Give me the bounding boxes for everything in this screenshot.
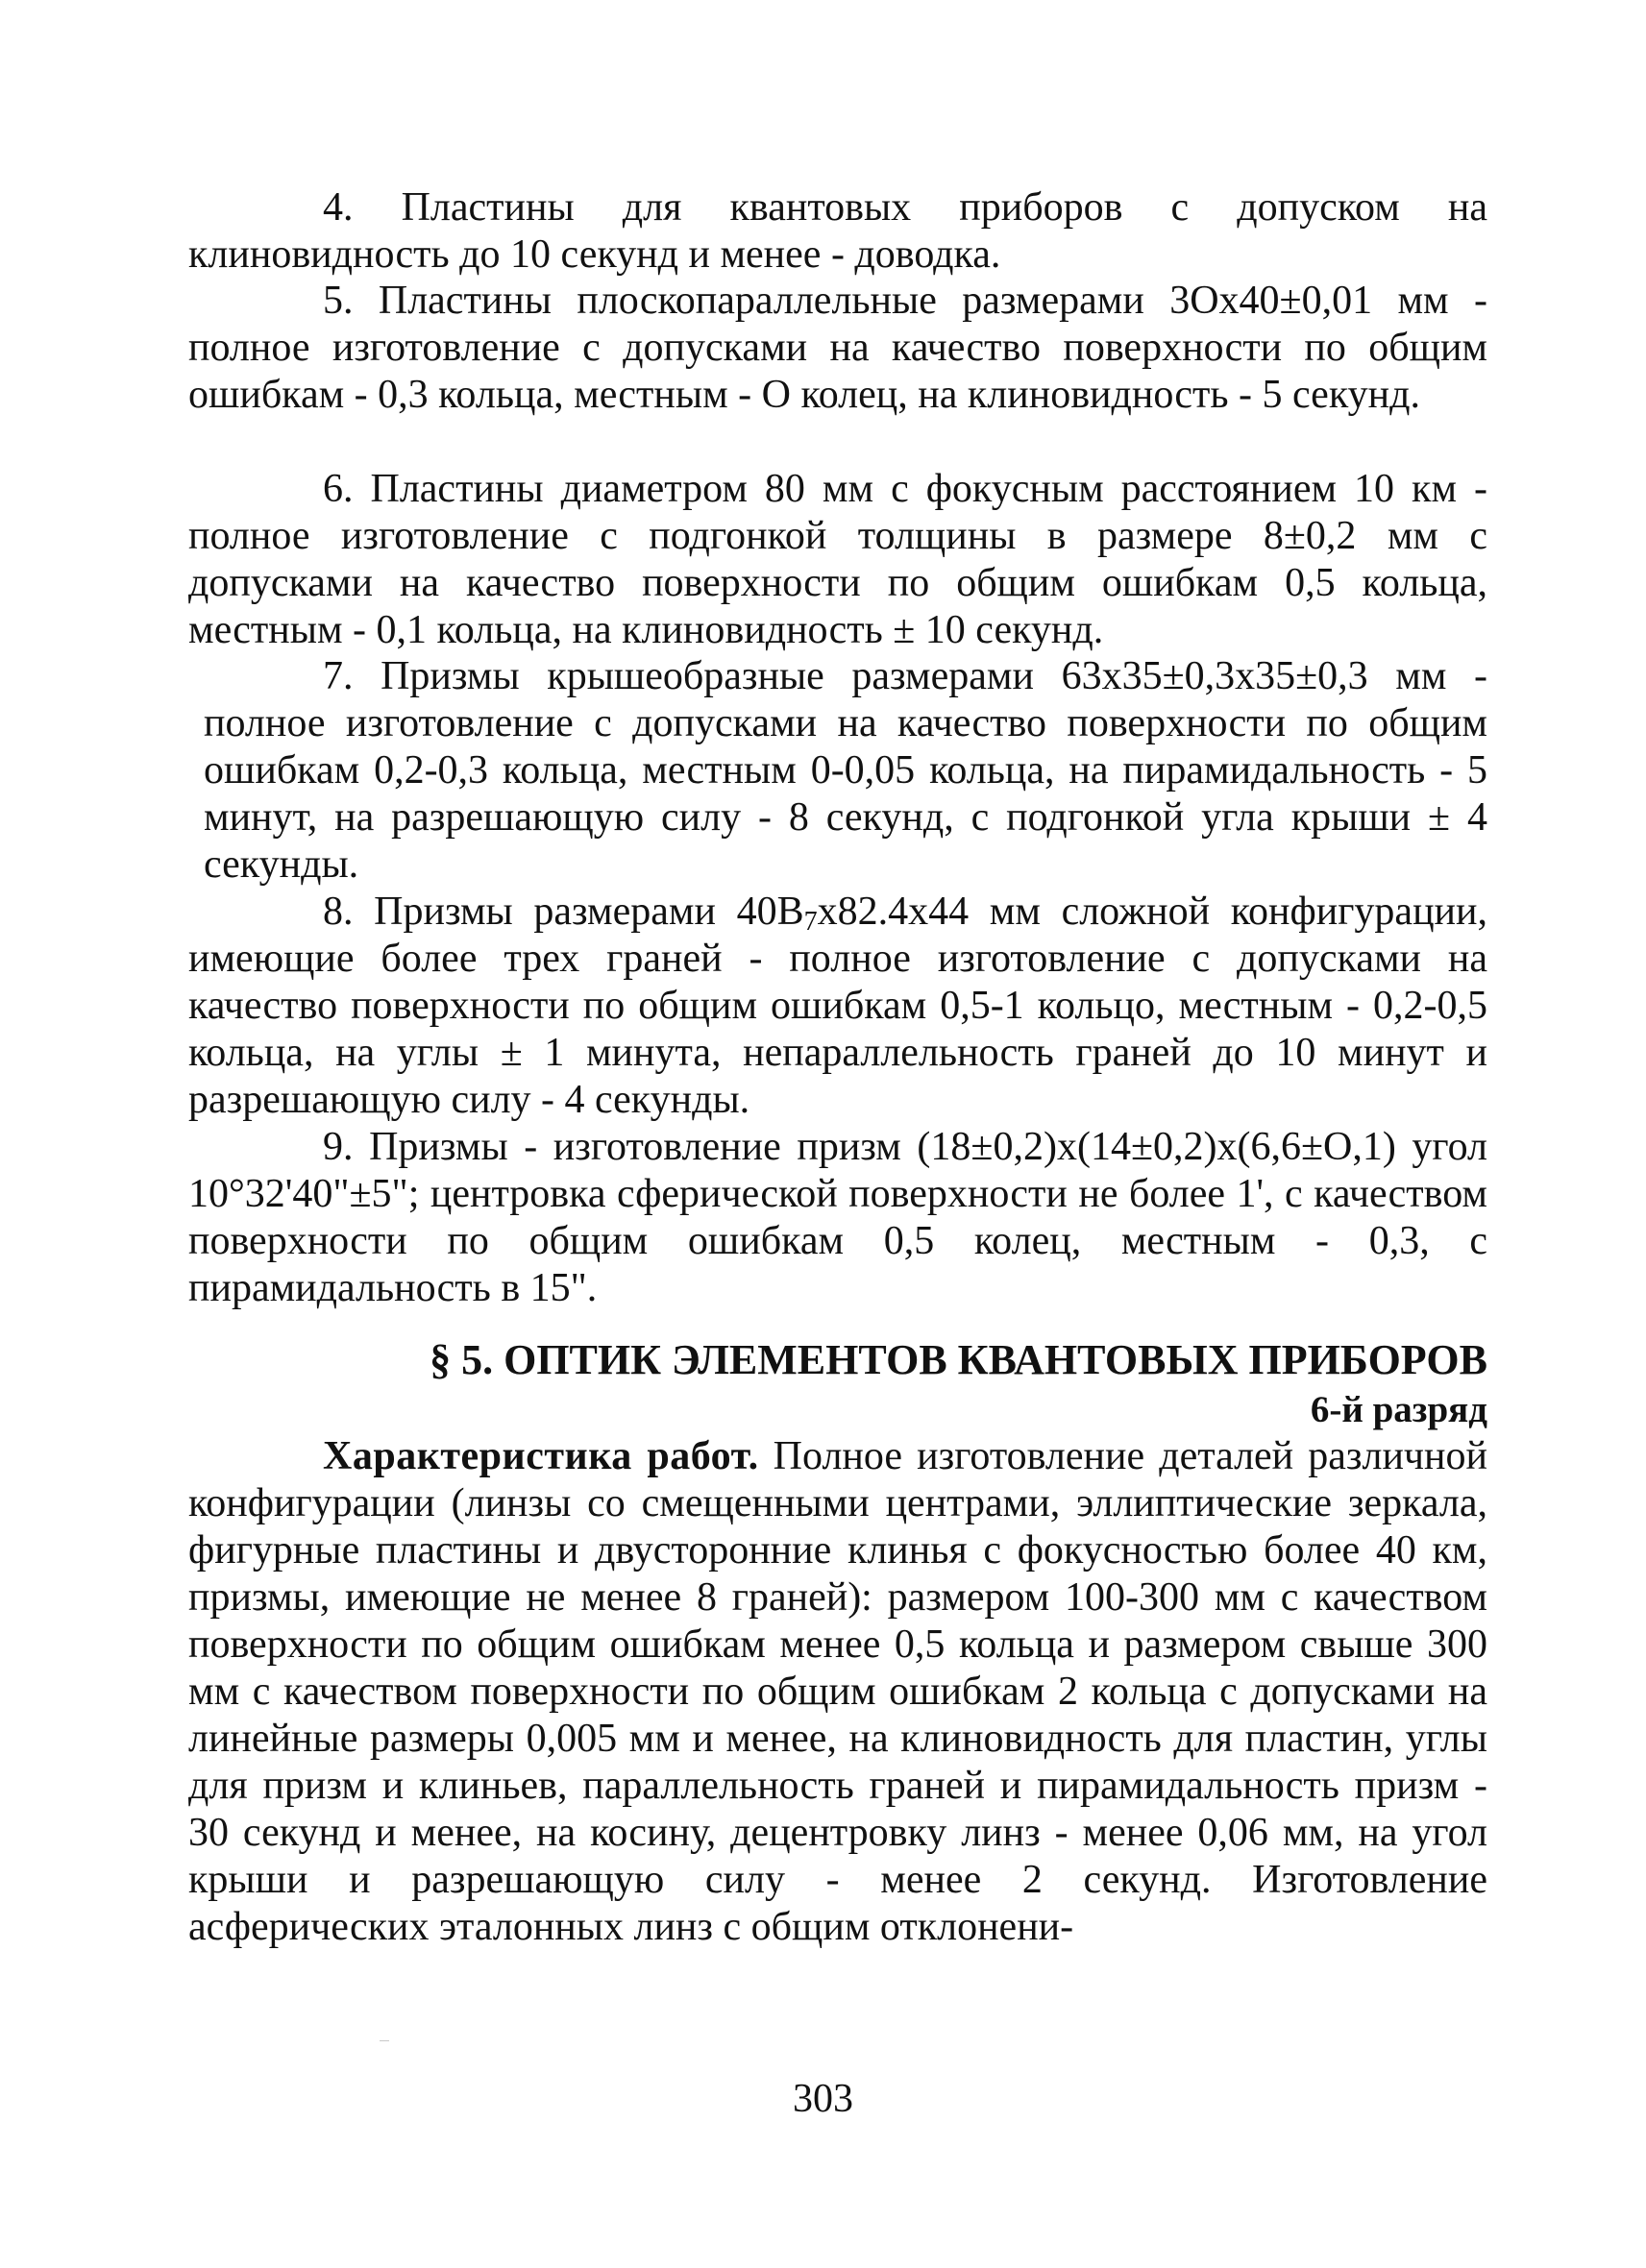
work-characteristics-lead: Характеристика работ. xyxy=(323,1434,759,1478)
list-item-8-end: х82.4х44 мм сложной конфигурации, имеющие более трех граней - полное изготовление с допусками на качество поверхности по общим ошибкам 0,5-1 кольцо, местным - 0,2-0,5 кольца, на углы ± 1 минута, непараллельность граней до 10 минут и разрешающую силу - 4 секунды. xyxy=(188,890,1487,1122)
list-item-4: 4. Пластины для квантовых приборов с допуском на клиновидность до 10 секунд и менее - доводка. xyxy=(188,185,1487,277)
list-item-8 xyxy=(188,889,1487,1124)
list-item-8-start: 8. Призмы размерами 40В xyxy=(323,890,804,934)
list-item-9: 9. Призмы - изготовление призм (18±0,2)х(14±0,2)х(6,6±О,1) угол 10°32'40"±5"; центровка сферической поверхности не более 1', с качеством поверхности по общим ошибкам 0,5 колец, местным - 0,3, с пирамидальность в 15". xyxy=(188,1125,1487,1310)
grade-label: 6-й разряд xyxy=(1310,1389,1487,1430)
list-item-8-subscript: 7 xyxy=(803,907,818,937)
section-heading: § 5. ОПТИК ЭЛЕМЕНТОВ КВАНТОВЫХ ПРИБОРОВ xyxy=(430,1336,1487,1383)
page-number: 303 xyxy=(793,2077,853,2121)
work-characteristics-body: Полное изготовление деталей различной конфигурации (линзы со смещенными центрами, эллиптические зеркала, фигурные пластины и двусторонние клинья с фокусностью более 40 км, призмы, имеющие не менее 8 граней): размером 100-300 мм с качеством поверхности по общим ошибкам менее 0,5 кольца и размером свыше 300 мм с качеством поверхности по общим ошибкам 2 кольца с допусками на линейные размеры 0,005 мм и менее, на клиновидность для пластин, углы для призм и клиньев, параллельность граней и пирамидальность призм - 30 секунд и менее, на косину, децентровку линз - менее 0,06 мм, на угол крыши и разрешающую силу - менее 2 секунд. Изготовление асферических эталонных линз с общим отклонени- xyxy=(188,1434,1487,1949)
list-item-6: 6. Пластины диаметром 80 мм с фокусным расстоянием 10 км - полное изготовление с подгонкой толщины в размере 8±0,2 мм с допусками на качество поверхности по общим ошибкам 0,5 кольца, местным - 0,1 кольца, на клиновидность ± 10 секунд. xyxy=(188,467,1487,652)
work-characteristics-paragraph xyxy=(188,1433,1487,1951)
list-item-7: 7. Призмы крышеобразные размерами 63х35±0,3х35±0,3 мм - полное изготовление с допусками на качество поверхности по общим ошибкам 0,2-0,3 кольца, местным 0-0,05 кольца, на пирамидальность - 5 минут, на разрешающую силу - 8 секунд, с подгонкой угла крыши ± 4 секунды. xyxy=(204,654,1487,887)
scan-mark xyxy=(380,2040,389,2041)
list-item-5: 5. Пластины плоскопараллельные размерами 3Ох40±0,01 мм - полное изготовление с допусками на качество поверхности по общим ошибкам - 0,3 кольца, местным - О колец, на клиновидность - 5 секунд. xyxy=(188,279,1487,417)
